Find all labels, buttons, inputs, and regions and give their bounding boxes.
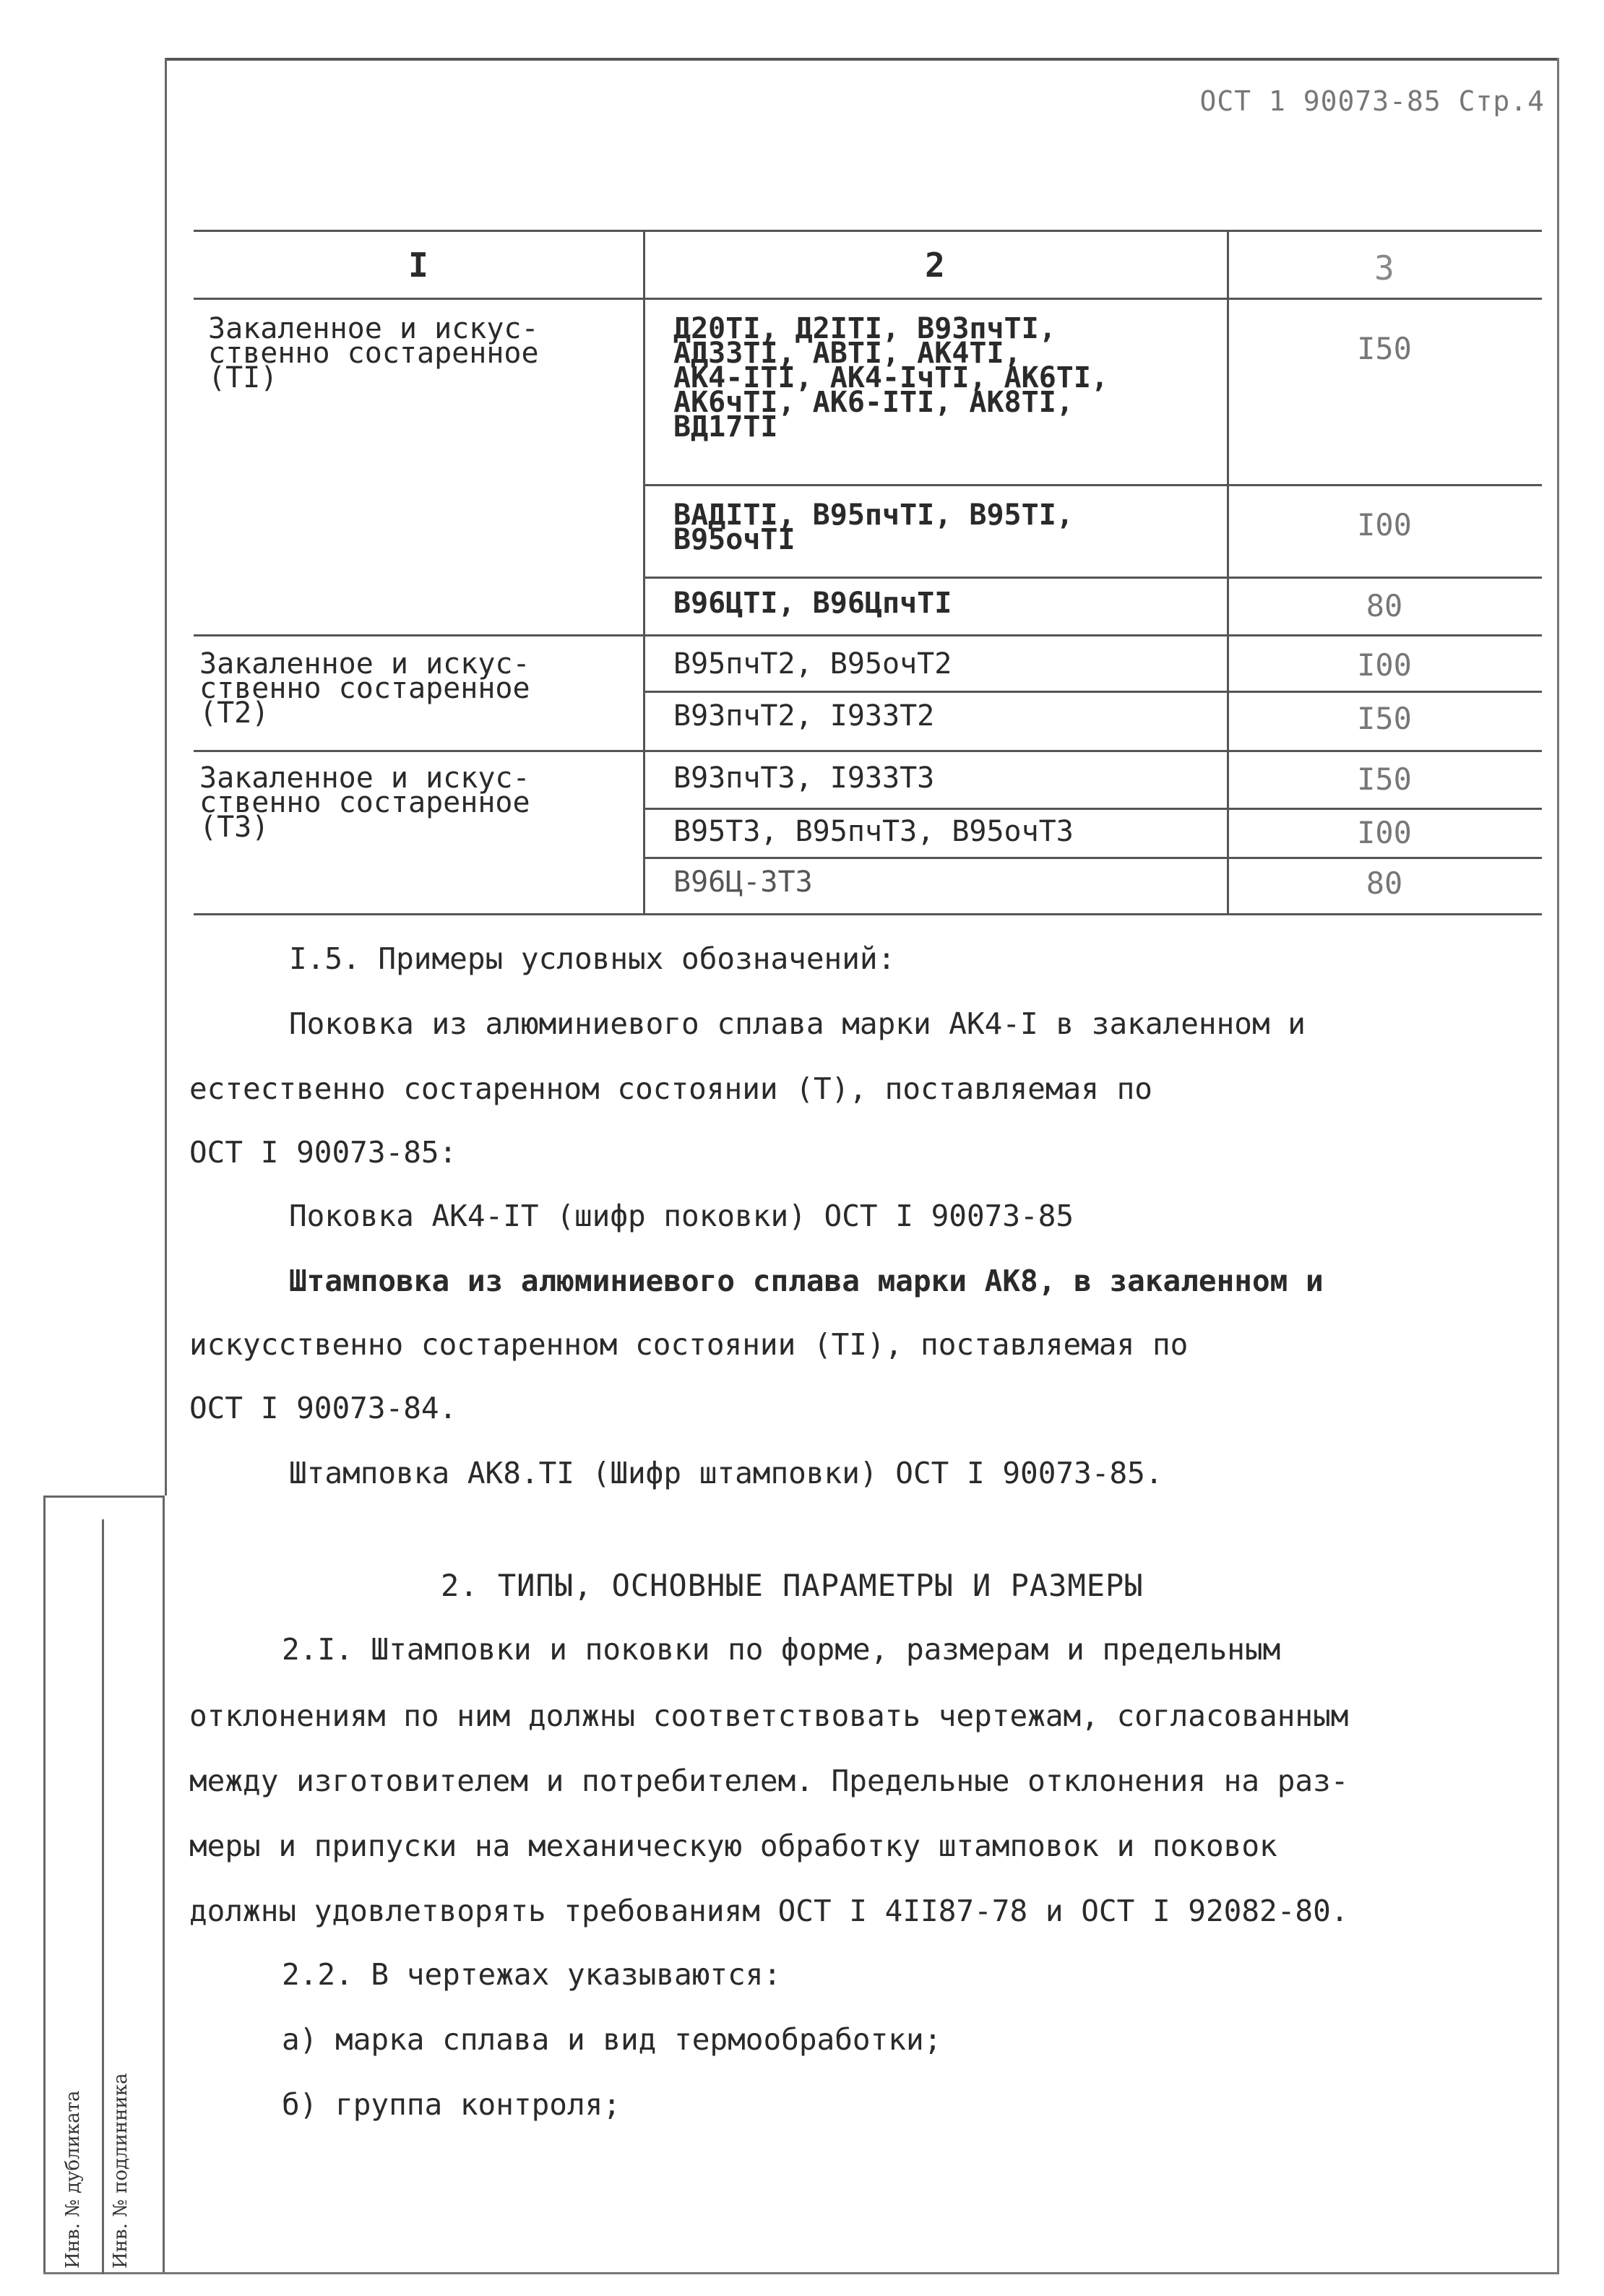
margin-stamp-divider (102, 1519, 104, 2274)
header-col-1: I (408, 246, 428, 285)
group-border-t1 (194, 634, 1542, 636)
alloys-cell: Д20TI, Д2ITI, В93пчTI, АД33TI, АВTI, АК4TI, АК4-ITI, АК4-IчTI, АК6TI, АК6чTI, АК6-ITI, АК8TI, ВД17TI (673, 312, 1109, 444)
clause-2-2: 2.2. В чертежах указываются: (282, 1957, 782, 1992)
state-cell-t3: Закаленное и искус- ственно состаренное (T3) (199, 761, 530, 844)
group-border-t2 (194, 750, 1542, 752)
header-col-3: 3 (1374, 249, 1394, 288)
row-border (643, 484, 1542, 486)
example-2-line-2: искусственно состаренном состоянии (TI), поставляемая по (189, 1327, 1189, 1362)
frame-top-line (165, 58, 1559, 61)
value-cell: I50 (1357, 331, 1412, 366)
value-cell: I00 (1357, 815, 1412, 850)
document-code: ОСТ 1 90073-85 Стр.4 (1199, 85, 1545, 117)
example-1-line-2: естественно состаренном состоянии (T), поставляемая по (189, 1071, 1152, 1106)
clause-2-1-line-4: меры и припуски на механическую обработку штамповок и поковок (189, 1829, 1277, 1863)
example-2-line-3: ОСТ I 90073-84. (189, 1391, 457, 1425)
state-cell-t1: Закаленное и искус- ственно состаренное (TI) (208, 312, 539, 394)
value-cell: 80 (1366, 866, 1403, 901)
state-cell-t2: Закаленное и искус- ственно состаренное (T2) (199, 647, 530, 730)
value-cell: I00 (1357, 647, 1412, 683)
frame-right-line (1557, 58, 1559, 2274)
clause-2-1-line-5: должны удовлетворять требованиям ОСТ I 4II87-78 и ОСТ I 92082-80. (189, 1894, 1349, 1928)
clause-2-1-line-1: 2.I. Штамповки и поковки по форме, размерам и предельным (282, 1632, 1281, 1667)
alloys-cell: В95пчT2, В95очT2 (673, 647, 952, 681)
table-header-border (194, 298, 1542, 300)
column-divider-2 (1227, 230, 1229, 913)
margin-label-original: Инв. № подлинника (110, 2073, 131, 2269)
alloys-cell: В95T3, В95пчT3, В95очT3 (673, 815, 1074, 848)
example-2-line-1: Штамповка из алюминиевого сплава марки АК8, в закаленном и (289, 1264, 1324, 1298)
frame-bottom-line (43, 2272, 1559, 2274)
alloys-cell: В96Ц-3T3 (673, 866, 813, 899)
clause-2-1-line-2: отклонениям по ним должны соответствовать чертежам, согласованным (189, 1699, 1349, 1733)
row-border (643, 808, 1542, 810)
alloys-cell: В96ЦTI, В96ЦпчTI (673, 587, 952, 620)
example-1-line-3: ОСТ I 90073-85: (189, 1135, 457, 1170)
value-cell: 80 (1366, 588, 1403, 623)
section-1-5-title: I.5. Примеры условных обозначений: (289, 941, 896, 976)
value-cell: I50 (1357, 701, 1412, 736)
example-1-designation: Поковка АК4-IT (шифр поковки) ОСТ I 90073-85 (289, 1199, 1074, 1233)
list-item-a: а) марка сплава и вид термообработки; (282, 2022, 942, 2057)
table-bottom-border (194, 913, 1542, 915)
header-col-2: 2 (925, 246, 945, 285)
list-item-b: б) группа контроля; (282, 2087, 621, 2122)
alloys-cell: В93пчT3, I933T3 (673, 761, 935, 795)
clause-2-1-line-3: между изготовителем и потребителем. Предельные отклонения на раз- (189, 1764, 1349, 1798)
value-cell: I00 (1357, 507, 1412, 543)
margin-label-duplicate: Инв. № дубликата (62, 2090, 84, 2269)
alloys-cell: В93пчT2, I933T2 (673, 699, 935, 733)
example-2-designation: Штамповка АК8.TI (Шифр штамповки) ОСТ I 90073-85. (289, 1456, 1163, 1490)
table-top-border (194, 230, 1542, 232)
row-border (643, 857, 1542, 859)
alloys-cell: ВАДITI, В95пчTI, В95TI, В95очTI (673, 499, 1074, 556)
row-border (643, 577, 1542, 579)
example-1-line-1: Поковка из алюминиевого сплава марки АК4-I в закаленном и (289, 1006, 1306, 1041)
row-border (643, 691, 1542, 693)
section-2-heading: 2. ТИПЫ, ОСНОВНЫЕ ПАРАМЕТРЫ И РАЗМЕРЫ (441, 1568, 1144, 1603)
value-cell: I50 (1357, 761, 1412, 797)
frame-left-line (165, 58, 167, 1496)
column-divider-1 (643, 230, 645, 913)
